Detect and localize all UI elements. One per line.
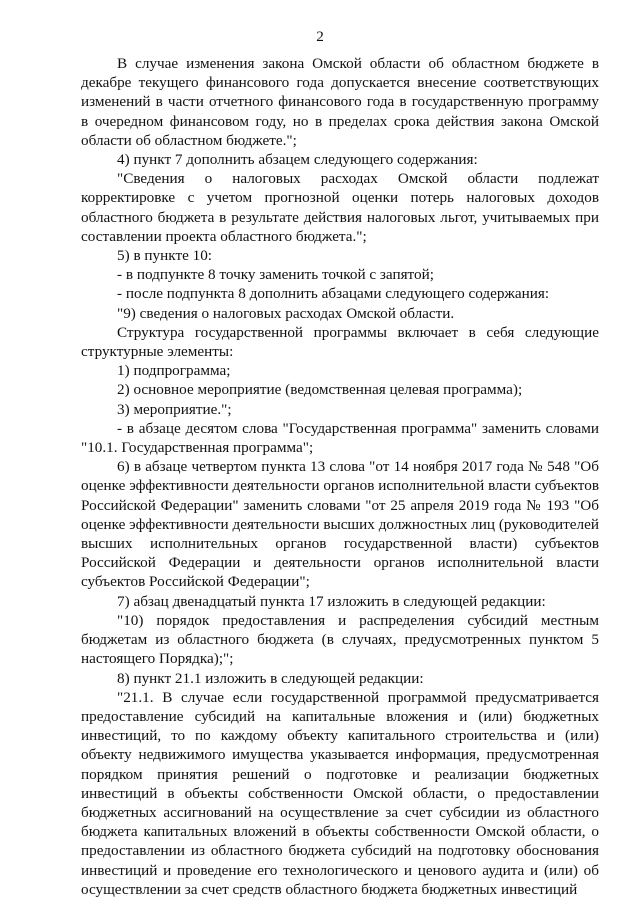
paragraph: "10) порядок предоставления и распределения субсидий местным бюджетам из областного бюджета (в случаях, предусмотренных пунктом 5 настоящего Порядка);"; <box>81 611 599 668</box>
paragraph: В случае изменения закона Омской области об областном бюджете в декабре текущего финансового года допускается внесение соответствующих изменений в части отчетного финансового года в государственную программу в очередном финансовом году, но в пределах срока действия закона Омской области об областном бюджете."; <box>81 55 599 149</box>
paragraph: 5) в пункте 10: <box>117 247 213 265</box>
paragraph: "21.1. В случае если государственной программой предусматривается предоставление субсидий на капитальные вложения и (или) бюджетных инвестиций, то по каждому объекту капитального строительства и (или) объекту недвижимого имущества указывается информация, предусмотренная порядком принятия решений о подготовке и реализации бюджетных инвестиций в объекты собственности Омской области, о предоставлении бюджетных ассигнований на осуществление за счет субсидии из областного бюджета капитальных вложений в объекты собственности Омской области, о предоставлении из областного бюджета субсидий на подготовку обоснования инвестиций и проведение его технологического и ценового аудита и (или) об осуществлении за счет средств областного бюджета бюджетных инвестиций <box>81 688 599 898</box>
paragraph: - после подпункта 8 дополнить абзацами следующего содержания: <box>117 285 550 303</box>
document-body <box>81 54 599 899</box>
paragraph: - в подпункте 8 точку заменить точкой с запятой; <box>117 266 434 284</box>
paragraph: "Сведения о налоговых расходах Омской области подлежат корректировке с учетом прогнозной оценки потерь налоговых доходов областного бюджета в результате действия налоговых льгот, учитываемых при составлении проекта областного бюджета."; <box>81 170 599 245</box>
paragraph: 8) пункт 21.1 изложить в следующей редакции: <box>117 669 424 687</box>
paragraph: - в абзаце десятом слова "Государственная программа" заменить словами "10.1. Государственная программа"; <box>81 419 599 457</box>
paragraph: 3) мероприятие."; <box>117 400 232 418</box>
page-number: 2 <box>316 28 324 45</box>
paragraph: 4) пункт 7 дополнить абзацем следующего содержания: <box>117 151 478 169</box>
paragraph: "9) сведения о налоговых расходах Омской области. <box>117 304 455 322</box>
paragraph: 2) основное мероприятие (ведомственная целевая программа); <box>117 381 523 399</box>
paragraph: 1) подпрограмма; <box>117 362 231 380</box>
paragraph: 7) абзац двенадцатый пункта 17 изложить в следующей редакции: <box>117 592 546 610</box>
paragraph: 6) в абзаце четвертом пункта 13 слова "от 14 ноября 2017 года № 548 "Об оценке эффективности деятельности органов исполнительной власти субъектов Российской Федерации" заменить словами "от 25 апреля 2019 года № 193 "Об оценке эффективности деятельности высших должностных лиц (руководителей высших исполнительных органов государственной власти) субъектов Российской Федерации и деятельности органов исполнительной власти субъектов Российской Федерации"; <box>81 458 599 591</box>
paragraph: Структура государственной программы включает в себя следующие структурные элементы: <box>81 323 599 361</box>
